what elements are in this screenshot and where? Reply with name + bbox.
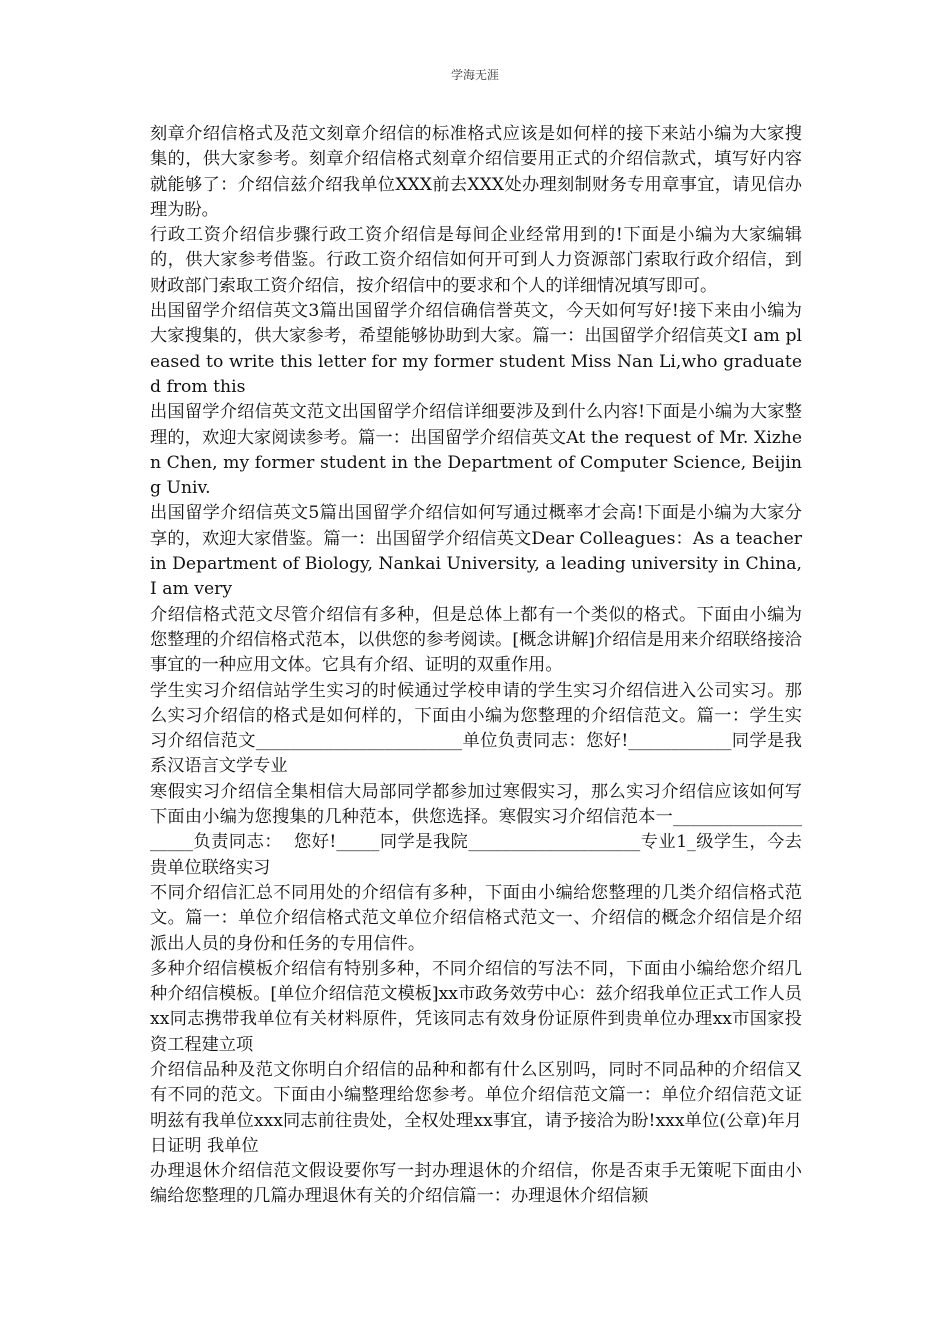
paragraph-study-abroad-3: 出国留学介绍信英文3篇出国留学介绍信确信誉英文，今天如何写好!接下来由小编为大家搜集的，供大家参考，希望能够协助到大家。篇一：出国留学介绍信英文I am pleased to write this letter for my former student Miss Nan Li,who graduated from this [150,301,802,397]
paragraph-salary-letter: 行政工资介绍信步骤行政工资介绍信是每间企业经常用到的!下面是小编为大家编辑的，供大家参考借鉴。行政工资介绍信如何开可到人力资源部门索取行政介绍信，到财政部门索取工资介绍信，按介绍信中的要求和个人的详细情况填写即可。 [150,225,802,296]
paragraph-study-abroad-5: 出国留学介绍信英文5篇出国留学介绍信如何写通过概率才会高!下面是小编为大家分享的，欢迎大家借鉴。篇一：出国留学介绍信英文Dear Colleagues：As a teacher in Department of Biology, Nankai University, a leading university in China, I am very [150,503,808,600]
document-body [150,122,808,1210]
paragraph-seal-letter: 刻章介绍信格式及范文刻章介绍信的标准格式应该是如何样的接下来站小编为大家搜集的，供大家参考。刻章介绍信格式刻章介绍信要用正式的介绍信款式，填写好内容就能够了：介绍信兹介绍我单位XXX前去XXX处办理刻制财务专用章事宜，请见信办理为盼。 [150,124,802,220]
paragraph-student-internship: 学生实习介绍信站学生实习的时候通过学校申请的学生实习介绍信进入公司实习。那么实习介绍信的格式是如何样的，下面由小编为您整理的介绍信范文。篇一：学生实习介绍信范文________________________单位负责同志：您好!____________同学是我系汉语言文学专业 [150,680,802,777]
paragraph-retirement-letter: 办理退休介绍信范文假设要你写一封办理退休的介绍信，你是否束手无策呢下面由小编给您整理的几篇办理退休有关的介绍信篇一：办理退休介绍信颍 [150,1161,802,1207]
paragraph-winter-internship: 寒假实习介绍信全集相信大局部同学都参加过寒假实习，那么实习介绍信应该如何写下面由小编为您搜集的几种范本，供您选择。寒假实习介绍信范本一____________________负责同志： 您好!_____同学是我院____________________专业1_级学生，今去贵单位联络实习 [150,781,802,878]
paragraph-study-abroad-sample: 出国留学介绍信英文范文出国留学介绍信详细要涉及到什么内容!下面是小编为大家整理的，欢迎大家阅读参考。篇一：出国留学介绍信英文At the request of Mr. Xizhen Chen, my former student in the Department of Computer Science, Beijing Univ. [150,402,802,499]
page-header-watermark: 学海无涯 [450,68,499,82]
paragraph-letter-templates: 多种介绍信模板介绍信有特别多种，不同介绍信的写法不同，下面由小编给您介绍几种介绍信模板。[单位介绍信范文模板]xx市政务效劳中心：兹介绍我单位正式工作人员xx同志携带我单位有关材料原件，凭该同志有效身份证原件到贵单位办理xx市国家投资工程建立项 [150,958,802,1055]
paragraph-letter-types: 介绍信品种及范文你明白介绍信的品种和都有什么区别吗，同时不同品种的介绍信又有不同的范文。下面由小编整理给您参考。单位介绍信范文篇一：单位介绍信范文证明兹有我单位xxx同志前往贵处，全权处理xx事宜，请予接洽为盼!xxx单位(公章)年月日证明 我单位 [150,1059,802,1156]
paragraph-letter-format: 介绍信格式范文尽管介绍信有多种，但是总体上都有一个类似的格式。下面由小编为您整理的介绍信格式范本，以供您的参考阅读。[概念讲解]介绍信是用来介绍联络接洽事宜的一种应用文体。它具有介绍、证明的双重作用。 [150,604,802,676]
paragraph-letter-summary: 不同介绍信汇总不同用处的介绍信有多种，下面由小编给您整理的几类介绍信格式范文。篇一：单位介绍信格式范文单位介绍信格式范文一、介绍信的概念介绍信是介绍派出人员的身份和任务的专用信件。 [150,882,802,954]
